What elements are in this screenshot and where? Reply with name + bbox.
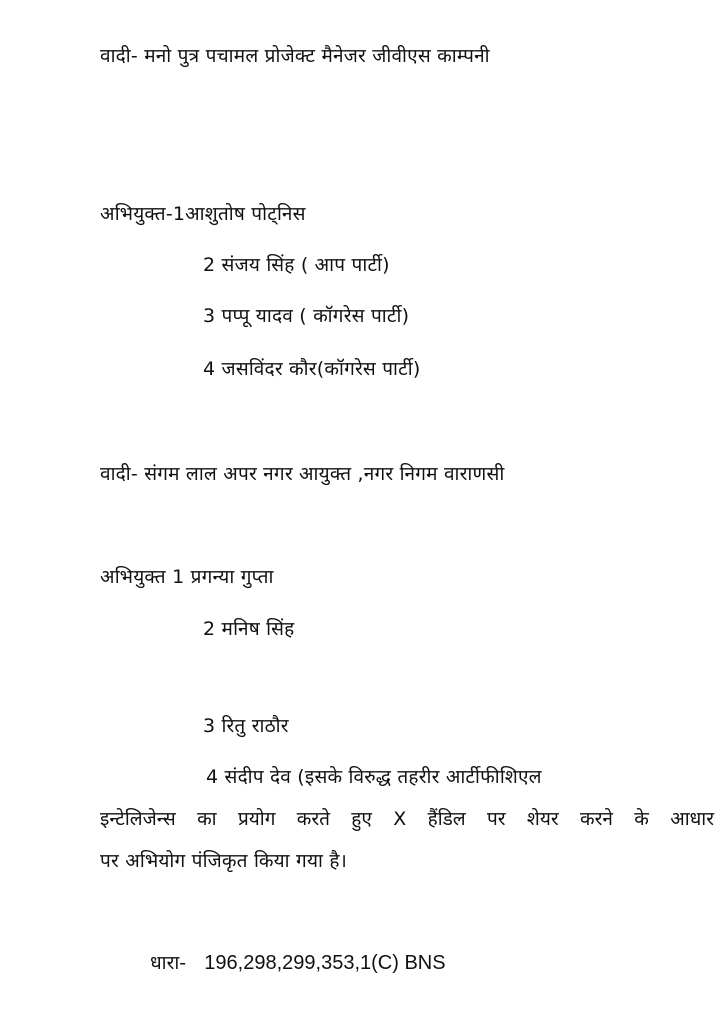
accused-2-item-3: 3 रितु राठौर (203, 715, 289, 737)
accused-1-item-2: 2 संजय सिंह ( आप पार्टी) (203, 254, 390, 276)
complainant-1: वादी- मनो पुत्र पचामल प्रोजेक्ट मैनेजर जीवीएस काम्पनी (100, 45, 490, 67)
accused-heading-1: अभियुक्त-1आशुतोष पोट्निस (100, 203, 306, 225)
accused-heading-2: अभियुक्त 1 प्रगन्या गुप्ता (100, 566, 274, 588)
case-note-line-1: इन्टेलिजेन्स का प्रयोग करते हुए X हैंडिल पर शेयर करने के आधार (100, 808, 714, 830)
accused-1-item-3: 3 पप्पू यादव ( कॉगरेस पार्टी) (203, 305, 410, 327)
legal-sections (150, 950, 446, 976)
complainant-2: वादी- संगम लाल अपर नगर आयुक्त ,नगर निगम वाराणसी (100, 463, 505, 485)
accused-2-item-4: 4 संदीप देव (इसके विरुद्ध तहरीर आर्टीफीशिएल (206, 766, 542, 788)
accused-2-item-2: 2 मनिष सिंह (203, 618, 295, 640)
sections-value: 196,298,299,353,1(C) BNS (204, 952, 446, 974)
accused-1-item-4: 4 जसविंदर कौर(कॉगरेस पार्टी) (203, 358, 421, 380)
sections-label: धारा- (150, 952, 187, 974)
case-note-line-2: पर अभियोग पंजिकृत किया गया है। (100, 850, 348, 872)
